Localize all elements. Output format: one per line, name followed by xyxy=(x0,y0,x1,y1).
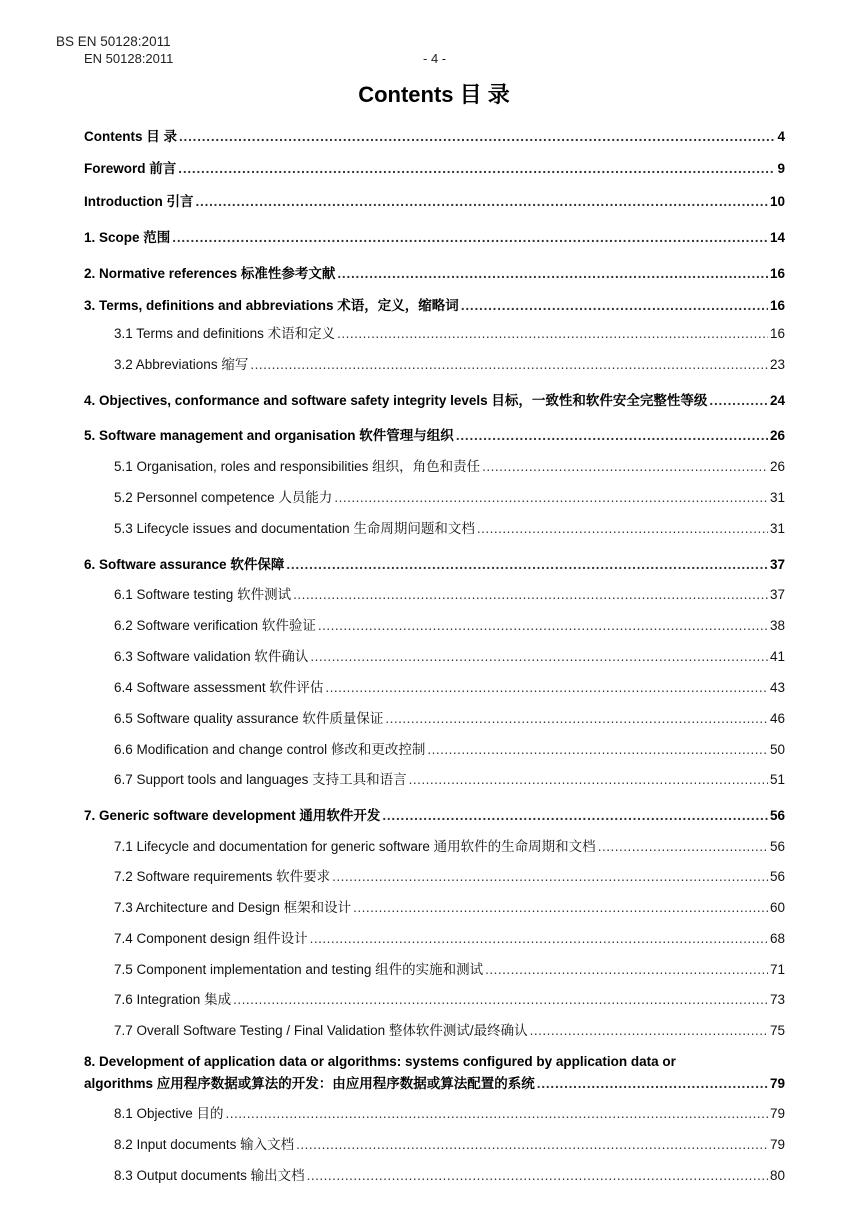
toc-entry-label: 6.5 Software quality assurance 软件质量保证 xyxy=(114,711,384,726)
toc-entry-label: 7.1 Lifecycle and documentation for generic software 通用软件的生命周期和文档 xyxy=(114,839,596,854)
toc-entry[interactable] xyxy=(114,458,785,476)
toc-entry-page: 16 xyxy=(769,326,785,341)
toc-entry-label: 6.1 Software testing 软件测试 xyxy=(114,587,292,602)
toc-leader-dots xyxy=(226,1105,768,1123)
toc-entry-page: 26 xyxy=(769,428,785,443)
toc-leader-dots xyxy=(598,838,768,856)
toc-entry[interactable] xyxy=(114,771,785,789)
toc-entry-page: 10 xyxy=(769,194,785,209)
toc-entry[interactable] xyxy=(84,128,785,146)
toc-entry-page: 9 xyxy=(777,161,785,176)
toc-entry[interactable] xyxy=(114,648,785,666)
toc-entry[interactable] xyxy=(114,930,785,948)
toc-entry-page: 80 xyxy=(769,1168,785,1183)
toc-entry-label: 8.3 Output documents 输出文档 xyxy=(114,1168,305,1183)
toc-entry[interactable] xyxy=(114,325,785,343)
toc-entry[interactable] xyxy=(114,520,785,538)
toc-leader-dots xyxy=(325,679,768,697)
toc-entry[interactable] xyxy=(114,617,785,635)
table-of-contents xyxy=(84,0,785,1228)
toc-leader-dots xyxy=(409,771,768,789)
toc-entry[interactable] xyxy=(84,229,785,247)
toc-entry-page: 24 xyxy=(769,393,785,408)
toc-entry-page: 37 xyxy=(769,557,785,572)
toc-entry-page: 79 xyxy=(769,1137,785,1152)
toc-entry-label: 6.7 Support tools and languages 支持工具和语言 xyxy=(114,772,407,787)
toc-entry[interactable] xyxy=(114,356,785,374)
toc-entry-label: 5.2 Personnel competence 人员能力 xyxy=(114,490,333,505)
toc-entry-label: 7. Generic software development 通用软件开发 xyxy=(84,808,381,823)
toc-entry-label: Foreword 前言 xyxy=(84,161,177,176)
standard-designation: BS EN 50128:2011 xyxy=(56,34,171,49)
toc-entry-page: 41 xyxy=(769,649,785,664)
toc-entry-page: 31 xyxy=(769,521,785,536)
toc-leader-dots xyxy=(482,458,768,476)
toc-entry[interactable] xyxy=(84,556,785,574)
toc-entry-label: 7.7 Overall Software Testing / Final Validation 整体软件测试/最终确认 xyxy=(114,1023,528,1038)
toc-entry-page: 79 xyxy=(769,1106,785,1121)
toc-entry-page: 37 xyxy=(769,587,785,602)
toc-leader-dots xyxy=(286,556,768,574)
toc-entry-page: 56 xyxy=(769,839,785,854)
toc-entry-label: 8.2 Input documents 输入文档 xyxy=(114,1137,295,1152)
toc-entry-page: 4 xyxy=(777,129,785,144)
toc-entry-page: 79 xyxy=(769,1076,785,1091)
toc-leader-dots xyxy=(337,325,768,343)
standard-designation-secondary: EN 50128:2011 xyxy=(84,51,174,66)
toc-entry-label: 7.2 Software requirements 软件要求 xyxy=(114,869,331,884)
toc-entry-label: 2. Normative references 标准性参考文献 xyxy=(84,266,336,281)
toc-leader-dots xyxy=(385,710,768,728)
toc-entry-label: 6.6 Modification and change control 修改和更改控制 xyxy=(114,742,426,757)
toc-entry-label: 7.4 Component design 组件设计 xyxy=(114,931,308,946)
page-number: - 4 - xyxy=(423,51,447,66)
toc-leader-dots xyxy=(178,160,775,178)
toc-leader-dots xyxy=(318,617,768,635)
toc-leader-dots xyxy=(477,520,768,538)
toc-entry-page: 50 xyxy=(769,742,785,757)
toc-entry-page: 71 xyxy=(769,962,785,977)
toc-entry[interactable] xyxy=(84,427,785,445)
toc-entry[interactable] xyxy=(84,160,785,178)
toc-entry-page: 31 xyxy=(769,490,785,505)
page-title: Contents 目 录 xyxy=(358,82,510,107)
toc-entry[interactable] xyxy=(84,265,785,283)
toc-entry-page: 68 xyxy=(769,931,785,946)
toc-entry-label: 4. Objectives, conformance and software safety integrity levels 目标，一致性和软件安全完整性等级 xyxy=(84,393,708,408)
toc-leader-dots xyxy=(537,1075,768,1093)
toc-leader-dots xyxy=(179,128,775,146)
toc-leader-dots xyxy=(334,489,768,507)
toc-entry[interactable] xyxy=(84,193,785,211)
toc-leader-dots xyxy=(427,741,768,759)
toc-leader-dots xyxy=(456,427,768,445)
toc-entry-label: Contents 目 录 xyxy=(84,129,177,144)
toc-entry-page: 16 xyxy=(769,298,785,313)
toc-leader-dots xyxy=(353,899,768,917)
toc-leader-dots xyxy=(293,586,768,604)
toc-entry[interactable] xyxy=(114,961,785,979)
toc-entry-label: 6.2 Software verification 软件验证 xyxy=(114,618,316,633)
toc-entry-label: 5.3 Lifecycle issues and documentation 生命周期问题和文档 xyxy=(114,521,475,536)
toc-entry-page: 38 xyxy=(769,618,785,633)
toc-entry[interactable] xyxy=(114,1022,785,1040)
toc-entry-label: 3. Terms, definitions and abbreviations 术语，定义，缩略词 xyxy=(84,298,459,313)
toc-entry[interactable] xyxy=(114,710,785,728)
toc-leader-dots xyxy=(332,868,768,886)
toc-entry[interactable] xyxy=(114,991,785,1009)
toc-entry-label: 1. Scope 范围 xyxy=(84,230,171,245)
toc-leader-dots xyxy=(310,648,768,666)
toc-entry[interactable] xyxy=(84,297,785,315)
toc-leader-dots xyxy=(172,229,768,247)
toc-leader-dots xyxy=(296,1136,768,1154)
toc-entry-label: 3.1 Terms and definitions 术语和定义 xyxy=(114,326,336,341)
toc-entry-page: 75 xyxy=(769,1023,785,1038)
toc-entry[interactable] xyxy=(114,838,785,856)
toc-entry-page: 26 xyxy=(769,459,785,474)
toc-entry-page: 73 xyxy=(769,992,785,1007)
toc-entry-page: 14 xyxy=(769,230,785,245)
toc-entry[interactable] xyxy=(114,868,785,886)
toc-entry-label: 6.4 Software assessment 软件评估 xyxy=(114,680,324,695)
toc-leader-dots xyxy=(709,392,768,410)
toc-leader-dots xyxy=(307,1167,768,1185)
toc-entry[interactable] xyxy=(114,1105,785,1123)
toc-entry-label: 7.5 Component implementation and testing 组件的实施和测试 xyxy=(114,962,484,977)
toc-entry[interactable] xyxy=(84,807,785,825)
toc-entry-label: 7.3 Architecture and Design 框架和设计 xyxy=(114,900,352,915)
toc-entry-page: 51 xyxy=(769,772,785,787)
toc-leader-dots xyxy=(382,807,768,825)
toc-entry-page: 60 xyxy=(769,900,785,915)
toc-leader-dots xyxy=(530,1022,768,1040)
toc-entry-label: Introduction 引言 xyxy=(84,194,194,209)
toc-entry-page: 56 xyxy=(769,808,785,823)
toc-entry-label: 5.1 Organisation, roles and responsibilities 组织，角色和责任 xyxy=(114,459,481,474)
toc-entry-page: 43 xyxy=(769,680,785,695)
toc-entry-label: 5. Software management and organisation 软件管理与组织 xyxy=(84,428,454,443)
toc-entry[interactable] xyxy=(114,489,785,507)
toc-entry-page: 23 xyxy=(769,357,785,372)
toc-leader-dots xyxy=(233,991,768,1009)
toc-leader-dots xyxy=(461,297,768,315)
toc-entry-label: 6. Software assurance 软件保障 xyxy=(84,557,285,572)
toc-entry-label: 8.1 Objective 目的 xyxy=(114,1106,224,1121)
toc-entry[interactable] xyxy=(114,1167,785,1185)
toc-entry[interactable] xyxy=(114,586,785,604)
toc-entry[interactable] xyxy=(114,679,785,697)
toc-leader-dots xyxy=(337,265,768,283)
toc-entry[interactable] xyxy=(114,741,785,759)
toc-leader-dots xyxy=(195,193,767,211)
toc-entry[interactable] xyxy=(114,1136,785,1154)
toc-entry-label: 6.3 Software validation 软件确认 xyxy=(114,649,309,664)
toc-entry-label-line1: 8. Development of application data or algorithms: systems configured by application data or xyxy=(84,1054,676,1069)
toc-leader-dots xyxy=(250,356,768,374)
toc-entry-label: 7.6 Integration 集成 xyxy=(114,992,232,1007)
toc-entry-page: 16 xyxy=(769,266,785,281)
toc-entry-label: algorithms 应用程序数据或算法的开发：由应用程序数据或算法配置的系统 xyxy=(84,1076,535,1091)
toc-entry-page: 56 xyxy=(769,869,785,884)
toc-entry[interactable] xyxy=(84,392,785,410)
toc-leader-dots xyxy=(310,930,768,948)
toc-entry[interactable] xyxy=(114,899,785,917)
toc-entry-page: 46 xyxy=(769,711,785,726)
toc-leader-dots xyxy=(485,961,768,979)
toc-entry[interactable] xyxy=(84,1075,785,1093)
toc-entry-label: 3.2 Abbreviations 缩写 xyxy=(114,357,249,372)
